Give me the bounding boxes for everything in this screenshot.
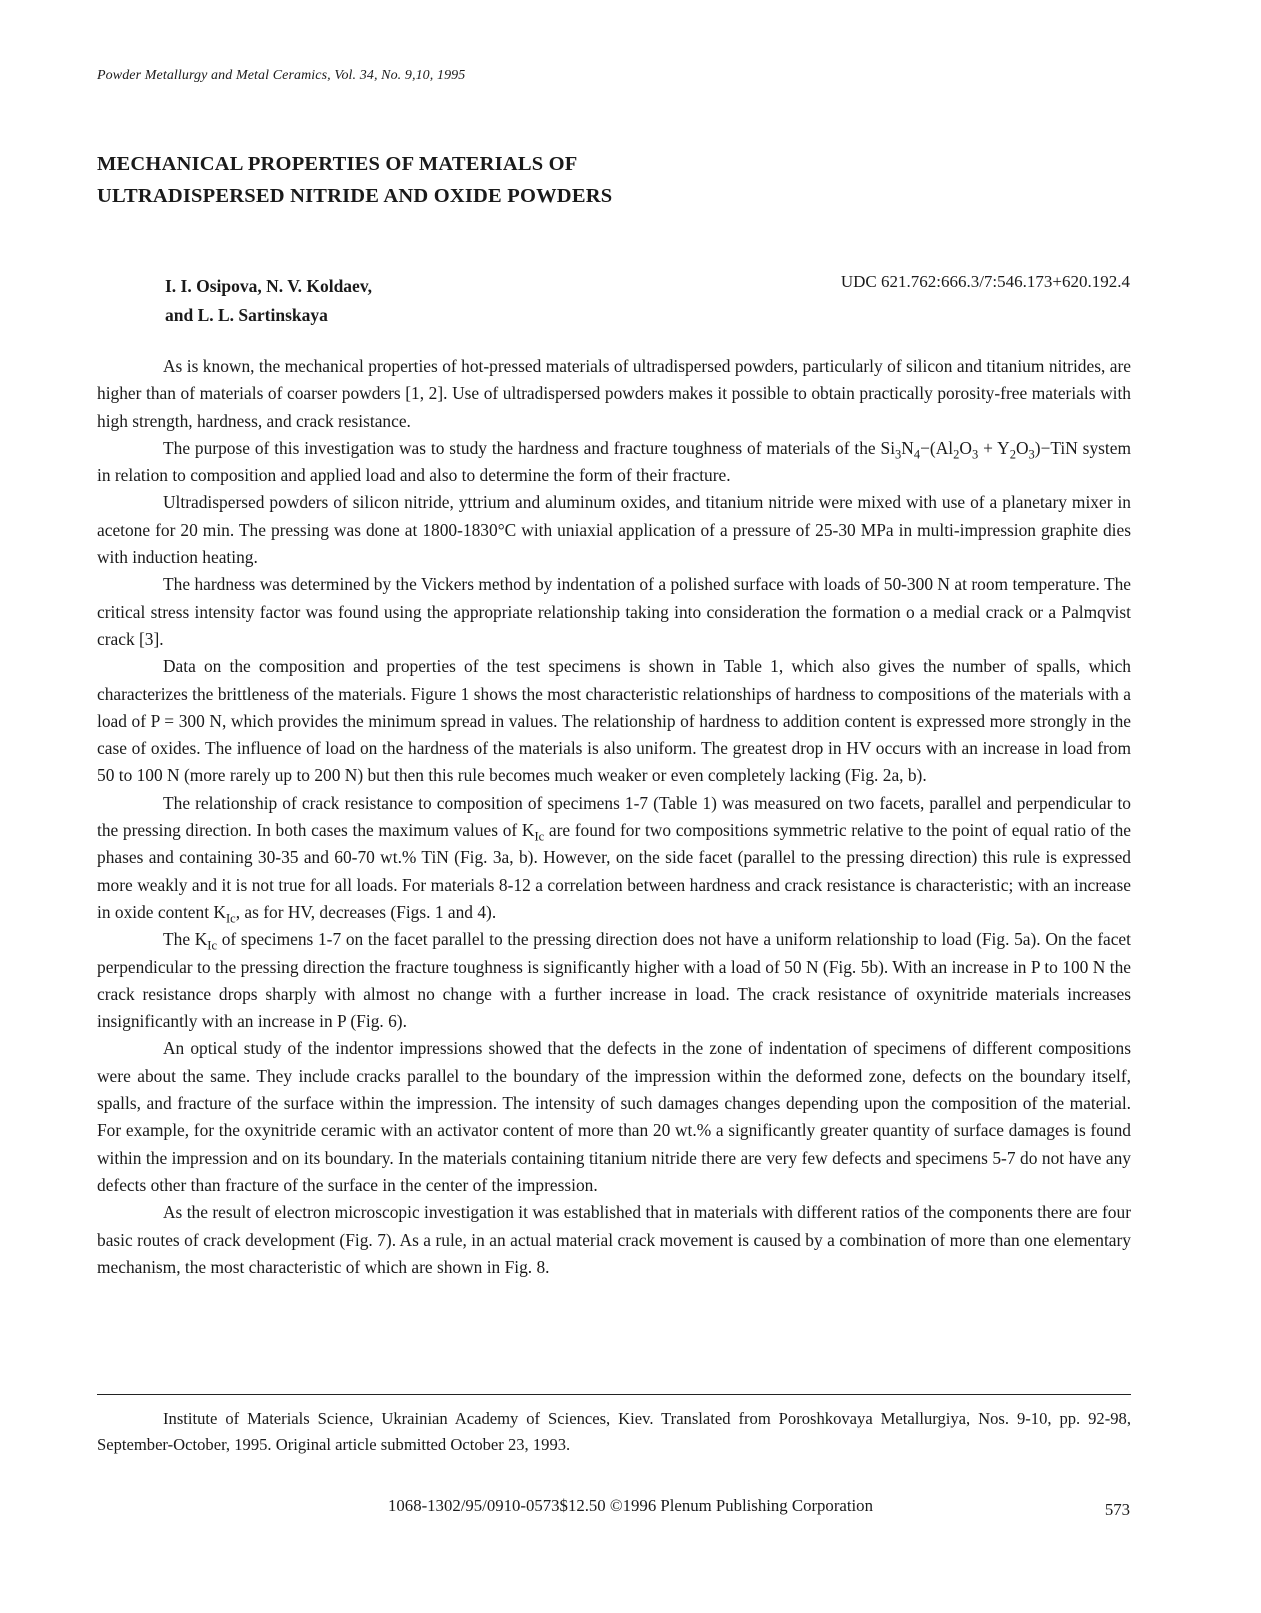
footnote-divider [97, 1394, 1131, 1395]
paragraph-4: The hardness was determined by the Vickers method by indentation of a polished surface with loads of 50-300 N at room temperature. The critical stress intensity factor was found using the appropriate relationship taking into consideration the formation o a medial crack or a Palmqvist crack [3]. [97, 574, 1131, 649]
journal-header: Powder Metallurgy and Metal Ceramics, Vol. 34, No. 9,10, 1995 [97, 68, 466, 83]
article-body [97, 353, 1131, 1281]
paragraph-5: Data on the composition and properties of the test specimens is shown in Table 1, which also gives the number of spalls, which characterizes the brittleness of the materials. Figure 1 shows the most characteristic relationships of hardness to compositions of the materials with a load of P = 300 N, which provides the minimum spread in values. The relationship of hardness to addition content is expressed more strongly in the case of oxides. The influence of load on the hardness of the materials is also uniform. The greatest drop in HV occurs with an increase in load from 50 to 100 N (more rarely up to 200 N) but then this rule becomes much weaker or even completely lacking (Fig. 2a, b). [97, 656, 1131, 786]
paragraph-2: The purpose of this investigation was to study the hardness and fracture toughness of materials of the $Si_3N_4-(Al_2O_3 + Y_2O_3)-TiN$ system in relation to composition and applied load and also to determine the form of their fracture. [97, 437, 1131, 486]
title-line-1: MECHANICAL PROPERTIES OF MATERIALS OF [97, 153, 578, 175]
footer-copyright: 1068-1302/95/0910-0573$12.50 ©1996 Plenum Publishing Corporation [388, 1496, 873, 1515]
title-line-2: ULTRADISPERSED NITRIDE AND OXIDE POWDERS [97, 185, 613, 207]
authors-line-1: I. I. Osipova, N. V. Koldaev, [165, 276, 372, 296]
footnote-text: Institute of Materials Science, Ukrainian Academy of Sciences, Kiev. Translated from Poroshkovaya Metallurgiya, Nos. 9-10, pp. 92-98, September-October, 1995. Original article submitted October 23, 1993. [97, 1409, 1131, 1454]
authors-line-2: and L. L. Sartinskaya [165, 305, 328, 325]
authors [165, 272, 372, 330]
paragraph-8: An optical study of the indentor impressions showed that the defects in the zone of indentation of specimens of different compositions were about the same. They include cracks parallel to the boundary of the impression within the deformed zone, defects on the boundary itself, spalls, and fracture of the surface within the impression. The intensity of such damages changes depending upon the composition of the material. For example, for the oxynitride ceramic with an activator content of more than 20 wt.% a significantly greater quantity of surface damages is found within the impression and on its boundary. In the materials containing titanium nitride there are very few defects and specimens 5-7 do not have any defects other than fracture of the surface in the center of the impression. [97, 1038, 1131, 1195]
udc-code: UDC 621.762:666.3/7:546.173+620.192.4 [840, 272, 1130, 291]
footnote [97, 1406, 1131, 1458]
paragraph-3: Ultradispersed powders of silicon nitride, yttrium and aluminum oxides, and titanium nitride were mixed with use of a planetary mixer in acetone for 20 min. The pressing was done at 1800-1830°C with uniaxial application of a pressure of 25-30 MPa in multi-impression graphite dies with induction heating. [97, 492, 1131, 568]
article-title [97, 148, 997, 212]
paragraph-7: The $K_{Ic}$ of specimens 1-7 on the facet parallel to the pressing direction does not have a uniform relationship to load (Fig. 5a). On the facet perpendicular to the pressing direction the fracture toughness is significantly higher with a load of 50 N (Fig. 5b). With an increase in P to 100 N the crack resistance drops sharply with almost no change with a further increase in load. The crack resistance of oxynitride materials increases insignificantly with an increase in P (Fig. 6). [97, 929, 1131, 1032]
paragraph-9: As the result of electron microscopic investigation it was established that in materials with different ratios of the components there are four basic routes of crack development (Fig. 7). As a rule, in an actual material crack movement is caused by a combination of more than one elementary mechanism, the most characteristic of which are shown in Fig. 8. [97, 1202, 1131, 1277]
page-number: 573 [1104, 1500, 1130, 1519]
paragraph-6: The relationship of crack resistance to composition of specimens 1-7 (Table 1) was measured on two facets, parallel and perpendicular to the pressing direction. In both cases the maximum values of $K_{Ic}$ are found for two compositions symmetric relative to the point of equal ratio of the phases and containing 30-35 and 60-70 wt.% TiN (Fig. 3a, b). However, on the side facet (parallel to the pressing direction) this rule is expressed more weakly and it is not true for all loads. For materials 8-12 a correlation between hardness and crack resistance is characteristic; with an increase in oxide content $K_{Ic}$, as for HV, decreases (Figs. 1 and 4). [97, 792, 1131, 926]
paragraph-1: As is known, the mechanical properties of hot-pressed materials of ultradispersed powders, particularly of silicon and titanium nitrides, are higher than of materials of coarser powders [1, 2]. Use of ultradispersed powders makes it possible to obtain practically porosity-free materials with high strength, hardness, and crack resistance. [97, 356, 1131, 431]
